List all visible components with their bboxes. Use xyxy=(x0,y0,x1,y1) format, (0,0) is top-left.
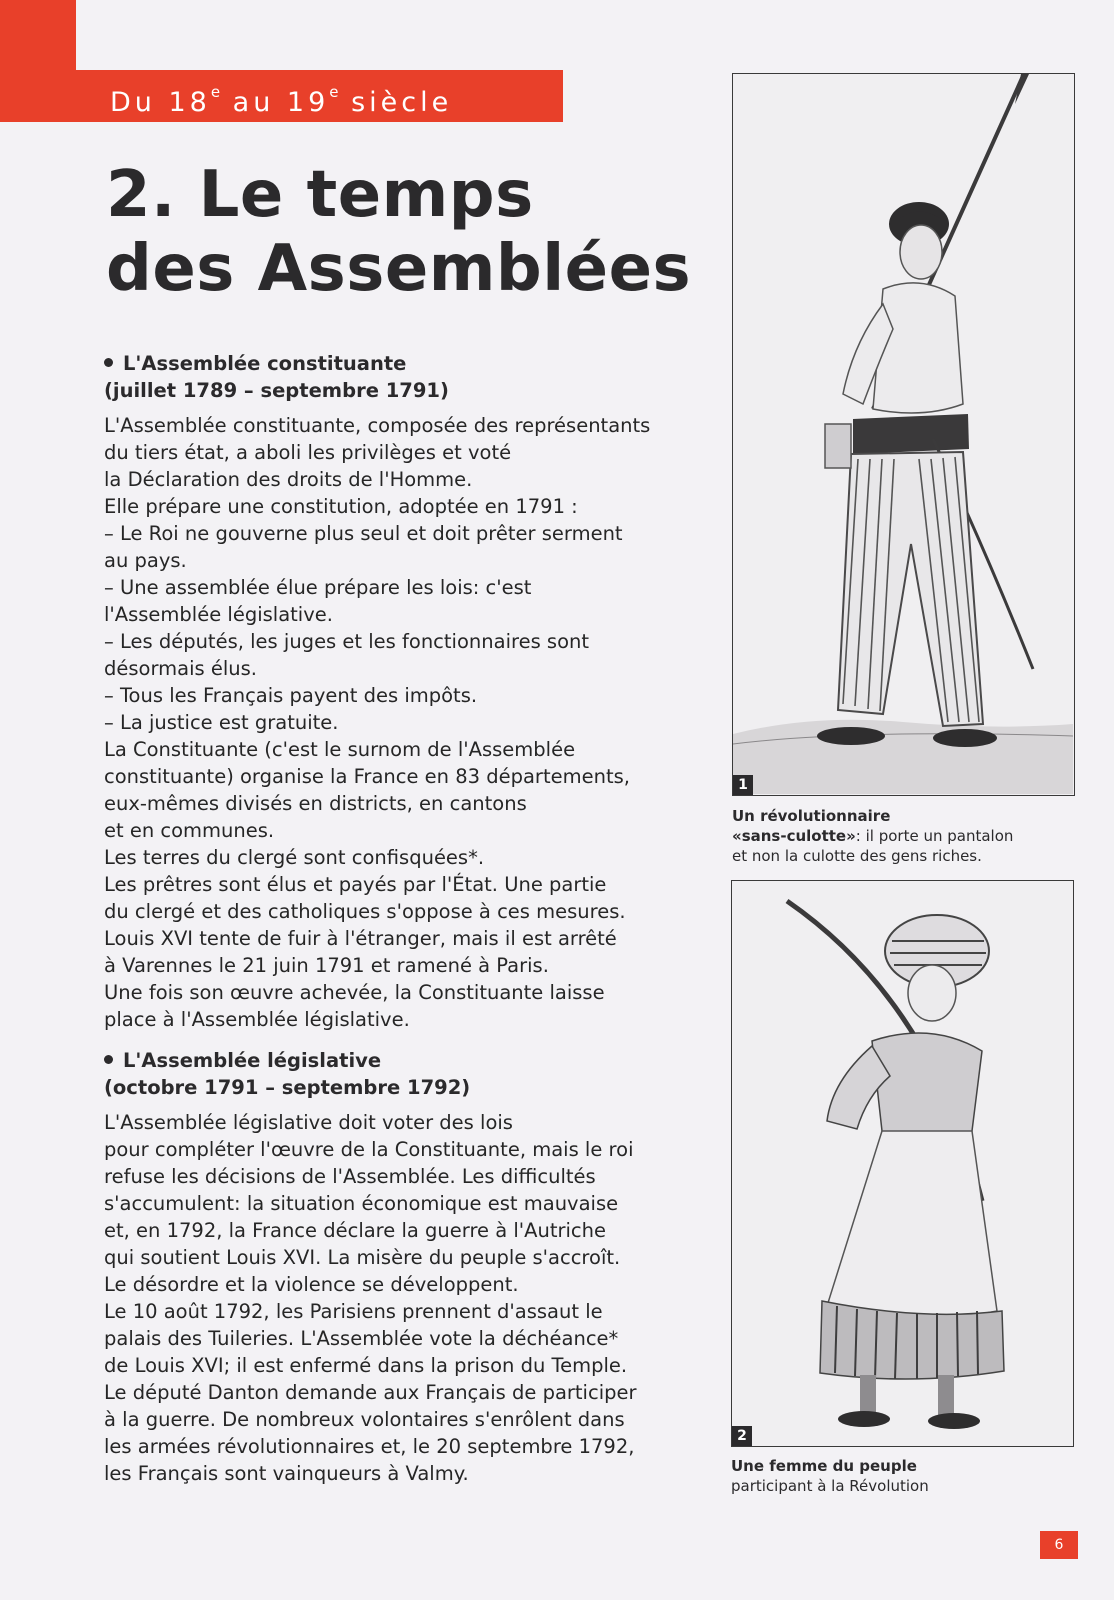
period-banner xyxy=(0,70,563,122)
text-line: – Les députés, les juges et les fonctionnaires sont xyxy=(104,630,590,653)
text-line: à Varennes le 21 juin 1791 et ramené à Paris. xyxy=(104,954,549,977)
text-line: refuse les décisions de l'Assemblée. Les difficultés xyxy=(104,1165,596,1188)
figure-sans-culotte xyxy=(732,73,1075,796)
text-line: eux-mêmes divisés en districts, en cantons xyxy=(104,792,527,815)
text-line: Le 10 août 1792, les Parisiens prennent d'assaut le xyxy=(104,1300,603,1323)
section-heading-constituante xyxy=(104,350,714,404)
text-line: les Français sont vainqueurs à Valmy. xyxy=(104,1462,469,1485)
text-line: Le désordre et la violence se développent. xyxy=(104,1273,519,1296)
caption-text: et non la culotte des gens riches. xyxy=(732,847,982,865)
text-line: – La justice est gratuite. xyxy=(104,711,339,734)
text-line: place à l'Assemblée législative. xyxy=(104,1008,410,1031)
heading-line: (octobre 1791 – septembre 1792) xyxy=(104,1076,471,1099)
caption-bold: «sans-culotte» xyxy=(732,827,856,845)
text-line: L'Assemblée législative doit voter des lois xyxy=(104,1111,513,1134)
text-line: constituante) organise la France en 83 départements, xyxy=(104,765,630,788)
text-line: Une fois son œuvre achevée, la Constituante laisse xyxy=(104,981,605,1004)
text-line: qui soutient Louis XVI. La misère du peuple s'accroît. xyxy=(104,1246,621,1269)
heading-line: L'Assemblée législative xyxy=(123,1049,382,1072)
heading-line: (juillet 1789 – septembre 1791) xyxy=(104,379,449,402)
banner-sup: e xyxy=(210,83,221,101)
heading-line: L'Assemblée constituante xyxy=(123,352,407,375)
text-line: et en communes. xyxy=(104,819,275,842)
text-line: pour compléter l'œuvre de la Constituante, mais le roi xyxy=(104,1138,634,1161)
section-heading-legislative xyxy=(104,1047,714,1101)
banner-text: au 19 xyxy=(220,87,330,118)
caption-bold: Un révolutionnaire xyxy=(732,807,891,825)
text-line: et, en 1792, la France déclare la guerre à l'Autriche xyxy=(104,1219,607,1242)
text-line: – Tous les Français payent des impôts. xyxy=(104,684,478,707)
title-line-1: 2. Le temps xyxy=(106,158,534,232)
figure-2-caption xyxy=(731,1456,1081,1496)
figure-number-badge: 2 xyxy=(732,1426,752,1446)
caption-bold: Une femme du peuple xyxy=(731,1457,917,1475)
text-line: s'accumulent: la situation économique est mauvaise xyxy=(104,1192,619,1215)
text-line: palais des Tuileries. L'Assemblée vote la déchéance* xyxy=(104,1327,619,1350)
figure-number-badge: 1 xyxy=(733,775,753,795)
text-line: désormais élus. xyxy=(104,657,257,680)
title-line-2: des Assemblées xyxy=(106,232,692,306)
sans-culotte-illustration xyxy=(733,74,1073,794)
text-line: la Déclaration des droits de l'Homme. xyxy=(104,468,473,491)
text-line: La Constituante (c'est le surnom de l'Assemblée xyxy=(104,738,576,761)
text-line: – Une assemblée élue prépare les lois: c'est xyxy=(104,576,532,599)
paragraph-legislative xyxy=(104,1109,714,1487)
figure-1-caption xyxy=(732,806,1082,866)
text-line: à la guerre. De nombreux volontaires s'enrôlent dans xyxy=(104,1408,625,1431)
text-line: de Louis XVI; il est enfermé dans la prison du Temple. xyxy=(104,1354,628,1377)
caption-text: : il porte un pantalon xyxy=(855,827,1014,845)
text-line: L'Assemblée constituante, composée des représentants xyxy=(104,414,651,437)
bullet-icon xyxy=(104,1055,113,1064)
text-line: Elle prépare une constitution, adoptée en 1791 : xyxy=(104,495,578,518)
page-title xyxy=(106,158,726,306)
banner-text: siècle xyxy=(338,87,453,118)
femme-du-peuple-illustration xyxy=(732,881,1072,1445)
text-line: Louis XVI tente de fuir à l'étranger, mais il est arrêté xyxy=(104,927,617,950)
text-line: les armées révolutionnaires et, le 20 septembre 1792, xyxy=(104,1435,635,1458)
banner-text: Du 18 xyxy=(110,87,211,118)
figure-femme-du-peuple xyxy=(731,880,1074,1447)
text-line: au pays. xyxy=(104,549,187,572)
bullet-icon xyxy=(104,358,113,367)
main-text-column xyxy=(104,350,714,1487)
page-number: 6 xyxy=(1040,1531,1078,1559)
caption-text: participant à la Révolution xyxy=(731,1477,929,1495)
banner-sup: e xyxy=(329,83,339,101)
text-line: Les terres du clergé sont confisquées*. xyxy=(104,846,485,869)
paragraph-constituante xyxy=(104,412,714,1033)
text-line: – Le Roi ne gouverne plus seul et doit prêter serment xyxy=(104,522,623,545)
text-line: du clergé et des catholiques s'oppose à ces mesures. xyxy=(104,900,626,923)
text-line: Les prêtres sont élus et payés par l'État. Une partie xyxy=(104,873,607,896)
text-line: l'Assemblée législative. xyxy=(104,603,333,626)
text-line: Le député Danton demande aux Français de participer xyxy=(104,1381,637,1404)
text-line: du tiers état, a aboli les privilèges et voté xyxy=(104,441,512,464)
